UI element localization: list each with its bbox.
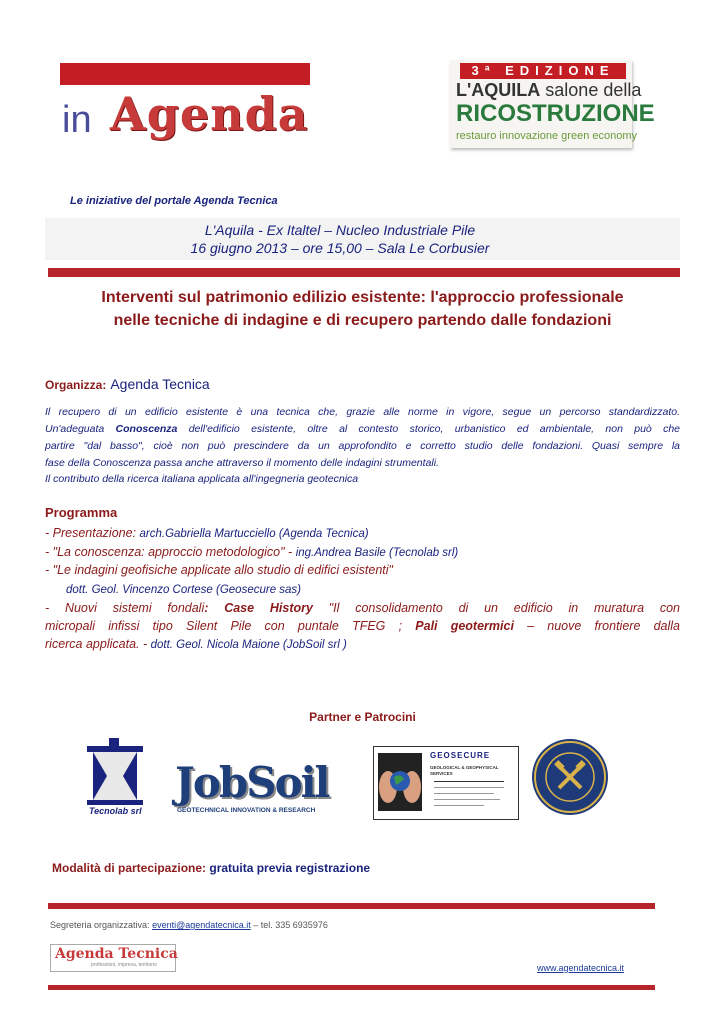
program-item: ricerca applicata. - dott. Geol. Nicola Maione (JobSoil srl ) — [45, 637, 347, 651]
program-item: dott. Geol. Vincenzo Cortese (Geosecure sas) — [66, 584, 302, 596]
logo-in-text: in — [62, 99, 92, 141]
organizer-name: Agenda Tecnica — [110, 376, 210, 392]
geosecure-divider — [434, 781, 504, 782]
jobsoil-sub: GEOTECHNICAL INNOVATION & RESEARCH — [177, 807, 316, 814]
divider-rule — [48, 985, 655, 990]
intro-line: Un'adeguata Conoscenza dell'edificio esistente, oltre al contesto storico, urbanistico ed ambientale, non può che — [45, 423, 681, 435]
participation-value: gratuita previa registrazione — [209, 861, 371, 875]
intro-line: partire "dal basso", cioè non può prescindere da un approfondito e corretto studio delle fondazioni. Quasi sempre la — [45, 440, 680, 452]
edition-banner: 3ª EDIZIONE — [460, 63, 626, 79]
divider-rule — [48, 903, 655, 909]
intro-line: fase della Conoscenza passa anche attraverso il momento delle indagini strumentali. — [45, 457, 439, 469]
program-item: - Nuovi sistemi fondali: Case History "Il consolidamento di un edificio in muratura con — [45, 601, 680, 615]
tecnolab-logo — [85, 738, 145, 820]
intro-line: Il recupero di un edificio esistente è una tecnica che, grazie alle norme in vigore, segue un percorso standardizzato. — [45, 406, 680, 418]
participation-info: Modalità di partecipazione: gratuita previa registrazione — [52, 861, 371, 875]
programma-title: Programma — [45, 505, 118, 520]
globe-hands-icon — [378, 753, 422, 811]
geosecure-divider — [434, 793, 494, 794]
program-item: - Presentazione: arch.Gabriella Martucciello (Agenda Tecnica) — [45, 526, 369, 540]
ricostruzione-logo — [450, 60, 655, 148]
event-title-line1: Interventi sul patrimonio edilizio esistente: l'approccio professionale — [101, 289, 624, 306]
intro-line: Il contributo della ricerca italiana applicata all'ingegneria geotecnica — [45, 473, 359, 485]
jobsoil-logo — [175, 758, 335, 818]
partner-title: Partner e Patrocini — [309, 710, 416, 724]
program-item: - "La conoscenza: approccio metodologico" - ing.Andrea Basile (Tecnolab srl) — [45, 545, 459, 559]
ricostruzione-word: RICOSTRUZIONE — [456, 100, 655, 127]
event-date: 16 giugno 2013 – ore 15,00 – Sala Le Corbusier — [190, 240, 490, 256]
tecnolab-icon — [85, 738, 145, 808]
divider-rule — [48, 268, 680, 277]
organizer: Organizza: Agenda Tecnica — [45, 376, 210, 392]
email-link[interactable]: eventi@agendatecnica.it — [152, 920, 251, 930]
sgi-seal-icon — [531, 738, 609, 816]
event-location: L'Aquila - Ex Italtel – Nucleo Industriale Pile — [204, 222, 476, 238]
portal-tagline: Le iniziative del portale Agenda Tecnica — [70, 195, 278, 207]
logo-agenda-text: Agenda — [110, 87, 309, 141]
geosecure-name: GEOSECURE — [430, 751, 491, 760]
rico-tagline: restauro innovazione green economy — [456, 130, 638, 142]
jobsoil-word: JobSoil — [175, 758, 329, 807]
program-item: - "Le indagini geofisiche applicate allo studio di edifici esistenti" — [45, 563, 393, 577]
geosecure-sub: GEOLOGICAL & GEOPHYSICAL SERVICES — [430, 765, 499, 776]
tecnolab-name: Tecnolab srl — [89, 806, 142, 816]
salone-line: L'AQUILA salone della — [456, 80, 642, 100]
geosecure-logo — [373, 746, 519, 820]
website-link[interactable]: www.agendatecnica.it — [537, 963, 625, 973]
geosecure-divider — [434, 805, 484, 806]
logo-red-bar — [60, 63, 310, 85]
geosecure-divider — [434, 787, 504, 788]
secretariat-info: Segreteria organizzativa: eventi@agendatecnica.it – tel. 335 6935976 — [50, 920, 328, 930]
agenda-tecnica-logo: Agenda Tecnica professioni, impresa, territorio — [50, 944, 176, 972]
event-title-line2: nelle tecniche di indagine e di recupero partendo dalle fondazioni — [113, 312, 612, 329]
geosecure-divider — [434, 799, 500, 800]
program-item: micropali infissi tipo Silent Pile con puntale TFEG ; Pali geotermici – nuove frontiere dalla — [45, 619, 680, 633]
in-agenda-logo — [60, 63, 310, 145]
sgi-seal — [531, 738, 609, 816]
